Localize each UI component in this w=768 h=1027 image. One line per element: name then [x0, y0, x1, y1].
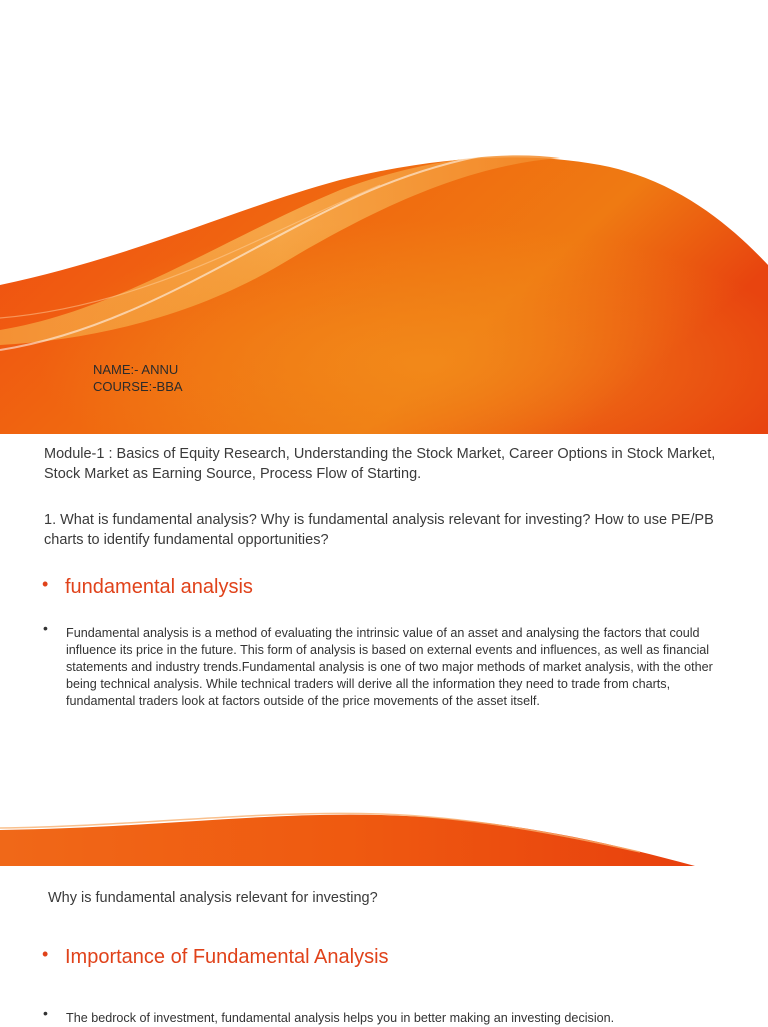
heading-bullet-icon-2: •	[42, 944, 49, 964]
importance-body: The bedrock of investment, fundamental analysis helps you in better making an investing decision.	[66, 1011, 615, 1025]
section-heading-fundamental-analysis: fundamental analysis	[65, 576, 253, 598]
question-one: 1. What is fundamental analysis? Why is fundamental analysis relevant for investing? How to use PE/PB charts to identify fundamental opportunities?	[44, 512, 714, 548]
fundamental-analysis-definition: Fundamental analysis is a method of evaluating the intrinsic value of an asset and analysing the factors that could influence its price in the future. This form of analysis is based on external events and influences, as well as financial statements and industry trends.Fundamental analysis is one of two major methods of market analysis, with the other being technical analysis. While technical traders will derive all the information they need to trade from charts, fundamental traders look at factors outside of the price movements of the asset itself.	[66, 626, 713, 708]
body-bullet-icon: •	[43, 620, 48, 636]
course-label: COURSE:-BBA	[93, 379, 183, 394]
section-heading-importance: Importance of Fundamental Analysis	[65, 946, 389, 968]
slide-wave-band	[0, 800, 768, 870]
question-two: Why is fundamental analysis relevant for investing?	[48, 890, 378, 906]
module-description: Module-1 : Basics of Equity Research, Understanding the Stock Market, Career Options in Stock Market, Stock Market as Earning Source, Process Flow of Starting.	[44, 446, 716, 482]
author-name: NAME:- ANNU	[93, 362, 179, 377]
heading-bullet-icon: •	[42, 574, 49, 594]
body-bullet-icon-2: •	[43, 1005, 48, 1021]
